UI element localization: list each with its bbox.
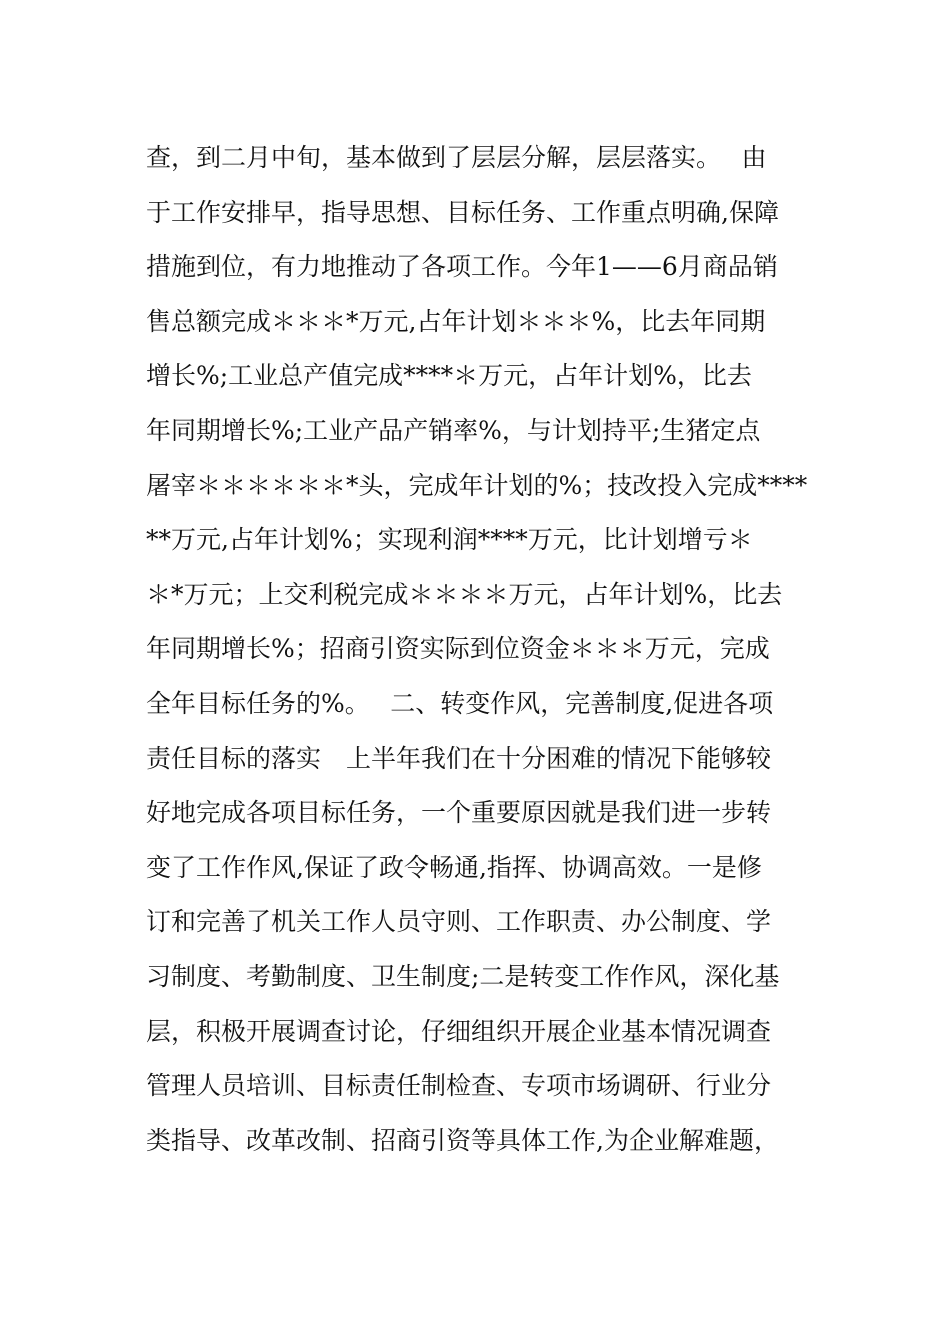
text-line: 好地完成各项目标任务，一个重要原因就是我们进一步转 — [146, 798, 772, 828]
text-line: 习制度、考勤制度、卫生制度;二是转变工作作风，深化基 — [146, 961, 780, 991]
text-line: 于工作安排早，指导思想、目标任务、工作重点明确,保障 — [146, 197, 779, 227]
text-line: **万元,占年计划%；实现利润****万元，比计划增亏＊ — [146, 525, 753, 555]
text-line: 年同期增长%；招商引资实际到位资金＊＊＊万元，完成 — [146, 634, 770, 664]
text-line: 年同期增长%;工业产品产销率%，与计划持平;生猪定点 — [146, 415, 761, 445]
text-line: ＊*万元；上交利税完成＊＊＊＊万元，占年计划%，比去 — [146, 579, 783, 609]
text-line: 屠宰＊＊＊＊＊＊*头，完成年计划的%；技改投入完成**** — [146, 470, 808, 500]
text-line: 变了工作作风,保证了政令畅通,指挥、协调高效。一是修 — [146, 852, 762, 882]
text-line: 增长%;工业总产值完成****＊万元，占年计划%，比去 — [146, 361, 752, 391]
text-line: 责任目标的落实 上半年我们在十分困难的情况下能够较 — [146, 743, 772, 773]
text-line: 售总额完成＊＊＊*万元,占年计划＊＊＊%，比去年同期 — [146, 306, 766, 336]
text-line: 层，积极开展调查讨论，仔细组织开展企业基本情况调查 — [146, 1016, 772, 1046]
text-line: 措施到位，有力地推动了各项工作。今年1——6月商品销 — [146, 252, 778, 282]
text-line: 查，到二月中旬，基本做到了层层分解，层层落实。 由 — [146, 143, 767, 172]
text-line: 全年目标任务的%。 二、转变作风，完善制度,促进各项 — [146, 688, 774, 718]
text-line: 类指导、改革改制、招商引资等具体工作,为企业解难题， — [146, 1125, 779, 1155]
text-line: 管理人员培训、目标责任制检查、专项市场调研、行业分 — [146, 1071, 772, 1101]
body-text — [146, 131, 816, 1168]
text-line: 订和完善了机关工作人员守则、工作职责、办公制度、学 — [146, 907, 772, 937]
